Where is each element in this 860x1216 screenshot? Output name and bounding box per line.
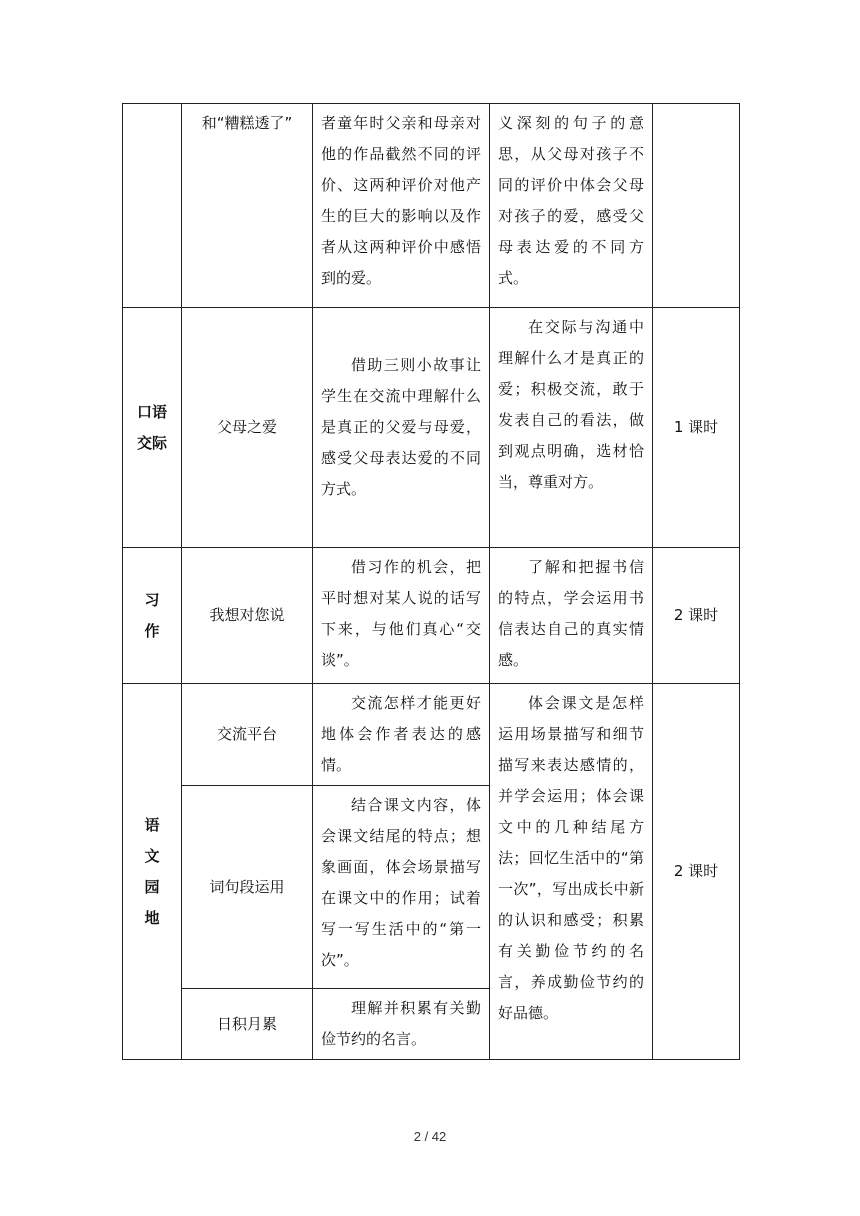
content-cell: 交流怎样才能更好地体会作者表达的感情。 [313,684,490,786]
time-cell: 1 课时 [653,308,740,548]
type-char-1: 语 [144,815,160,834]
goal-cell: 义深刻的句子的意思，从父母对孩子不同的评价中体会父母对孩子的爱，感受父母表达爱的不同方式。 [490,104,653,308]
type-char-3: 园 [144,877,160,896]
type-label-line2: 作 [144,621,160,640]
type-char-4: 地 [144,908,160,927]
table-row-writing [123,548,740,684]
table-row-garden-1 [123,684,740,786]
teaching-plan-table [122,103,740,1060]
lesson-name-cell: 交流平台 [182,684,313,786]
page-number: 2 / 42 [413,1129,447,1144]
type-label-line2: 交际 [136,433,167,452]
type-cell-writing [123,548,182,684]
content-cell: 理解并积累有关勤俭节约的名言。 [313,989,490,1060]
table-row-continued [123,104,740,308]
type-cell-garden [123,684,182,1060]
lesson-name-cell: 我想对您说 [182,548,313,684]
type-cell-empty [123,104,182,308]
content-cell: 借助三则小故事让学生在交流中理解什么是真正的父爱与母爱，感受父母表达爱的不同方式。 [313,308,490,548]
type-label-line1: 习 [144,590,160,609]
goal-cell: 在交际与沟通中理解什么才是真正的爱；积极交流，敢于发表自己的看法，做到观点明确，选材恰当，尊重对方。 [490,308,653,548]
lesson-name-cell: 父母之爱 [182,308,313,548]
time-cell: 2 课时 [653,684,740,1060]
table-row-oral [123,308,740,548]
type-label-line1: 口语 [136,402,167,421]
content-cell: 借习作的机会，把平时想对某人说的话写下来，与他们真心“交谈”。 [313,548,490,684]
time-cell [653,104,740,308]
lesson-name-cell: 词句段运用 [182,786,313,989]
type-cell-oral [123,308,182,548]
content-cell: 结合课文内容，体会课文结尾的特点；想象画面，体会场景描写在课文中的作用；试着写一写生活中的“第一次”。 [313,786,490,989]
lesson-name-cell: 日积月累 [182,989,313,1060]
time-cell: 2 课时 [653,548,740,684]
goal-cell: 体会课文是怎样运用场景描写和细节描写来表达感情的，并学会运用；体会课文中的几种结尾方法；回忆生活中的“第一次”，写出成长中新的认识和感受；积累有关勤俭节约的名言，养成勤俭节约的好品德。 [490,684,653,1060]
goal-cell: 了解和把握书信的特点，学会运用书信表达自己的真实情感。 [490,548,653,684]
lesson-name-cell: 和“糟糕透了” [182,104,313,308]
type-char-2: 文 [144,846,160,865]
content-cell: 者童年时父亲和母亲对他的作品截然不同的评价、这两种评价对他产生的巨大的影响以及作者从这两种评价中感悟到的爱。 [313,104,490,308]
